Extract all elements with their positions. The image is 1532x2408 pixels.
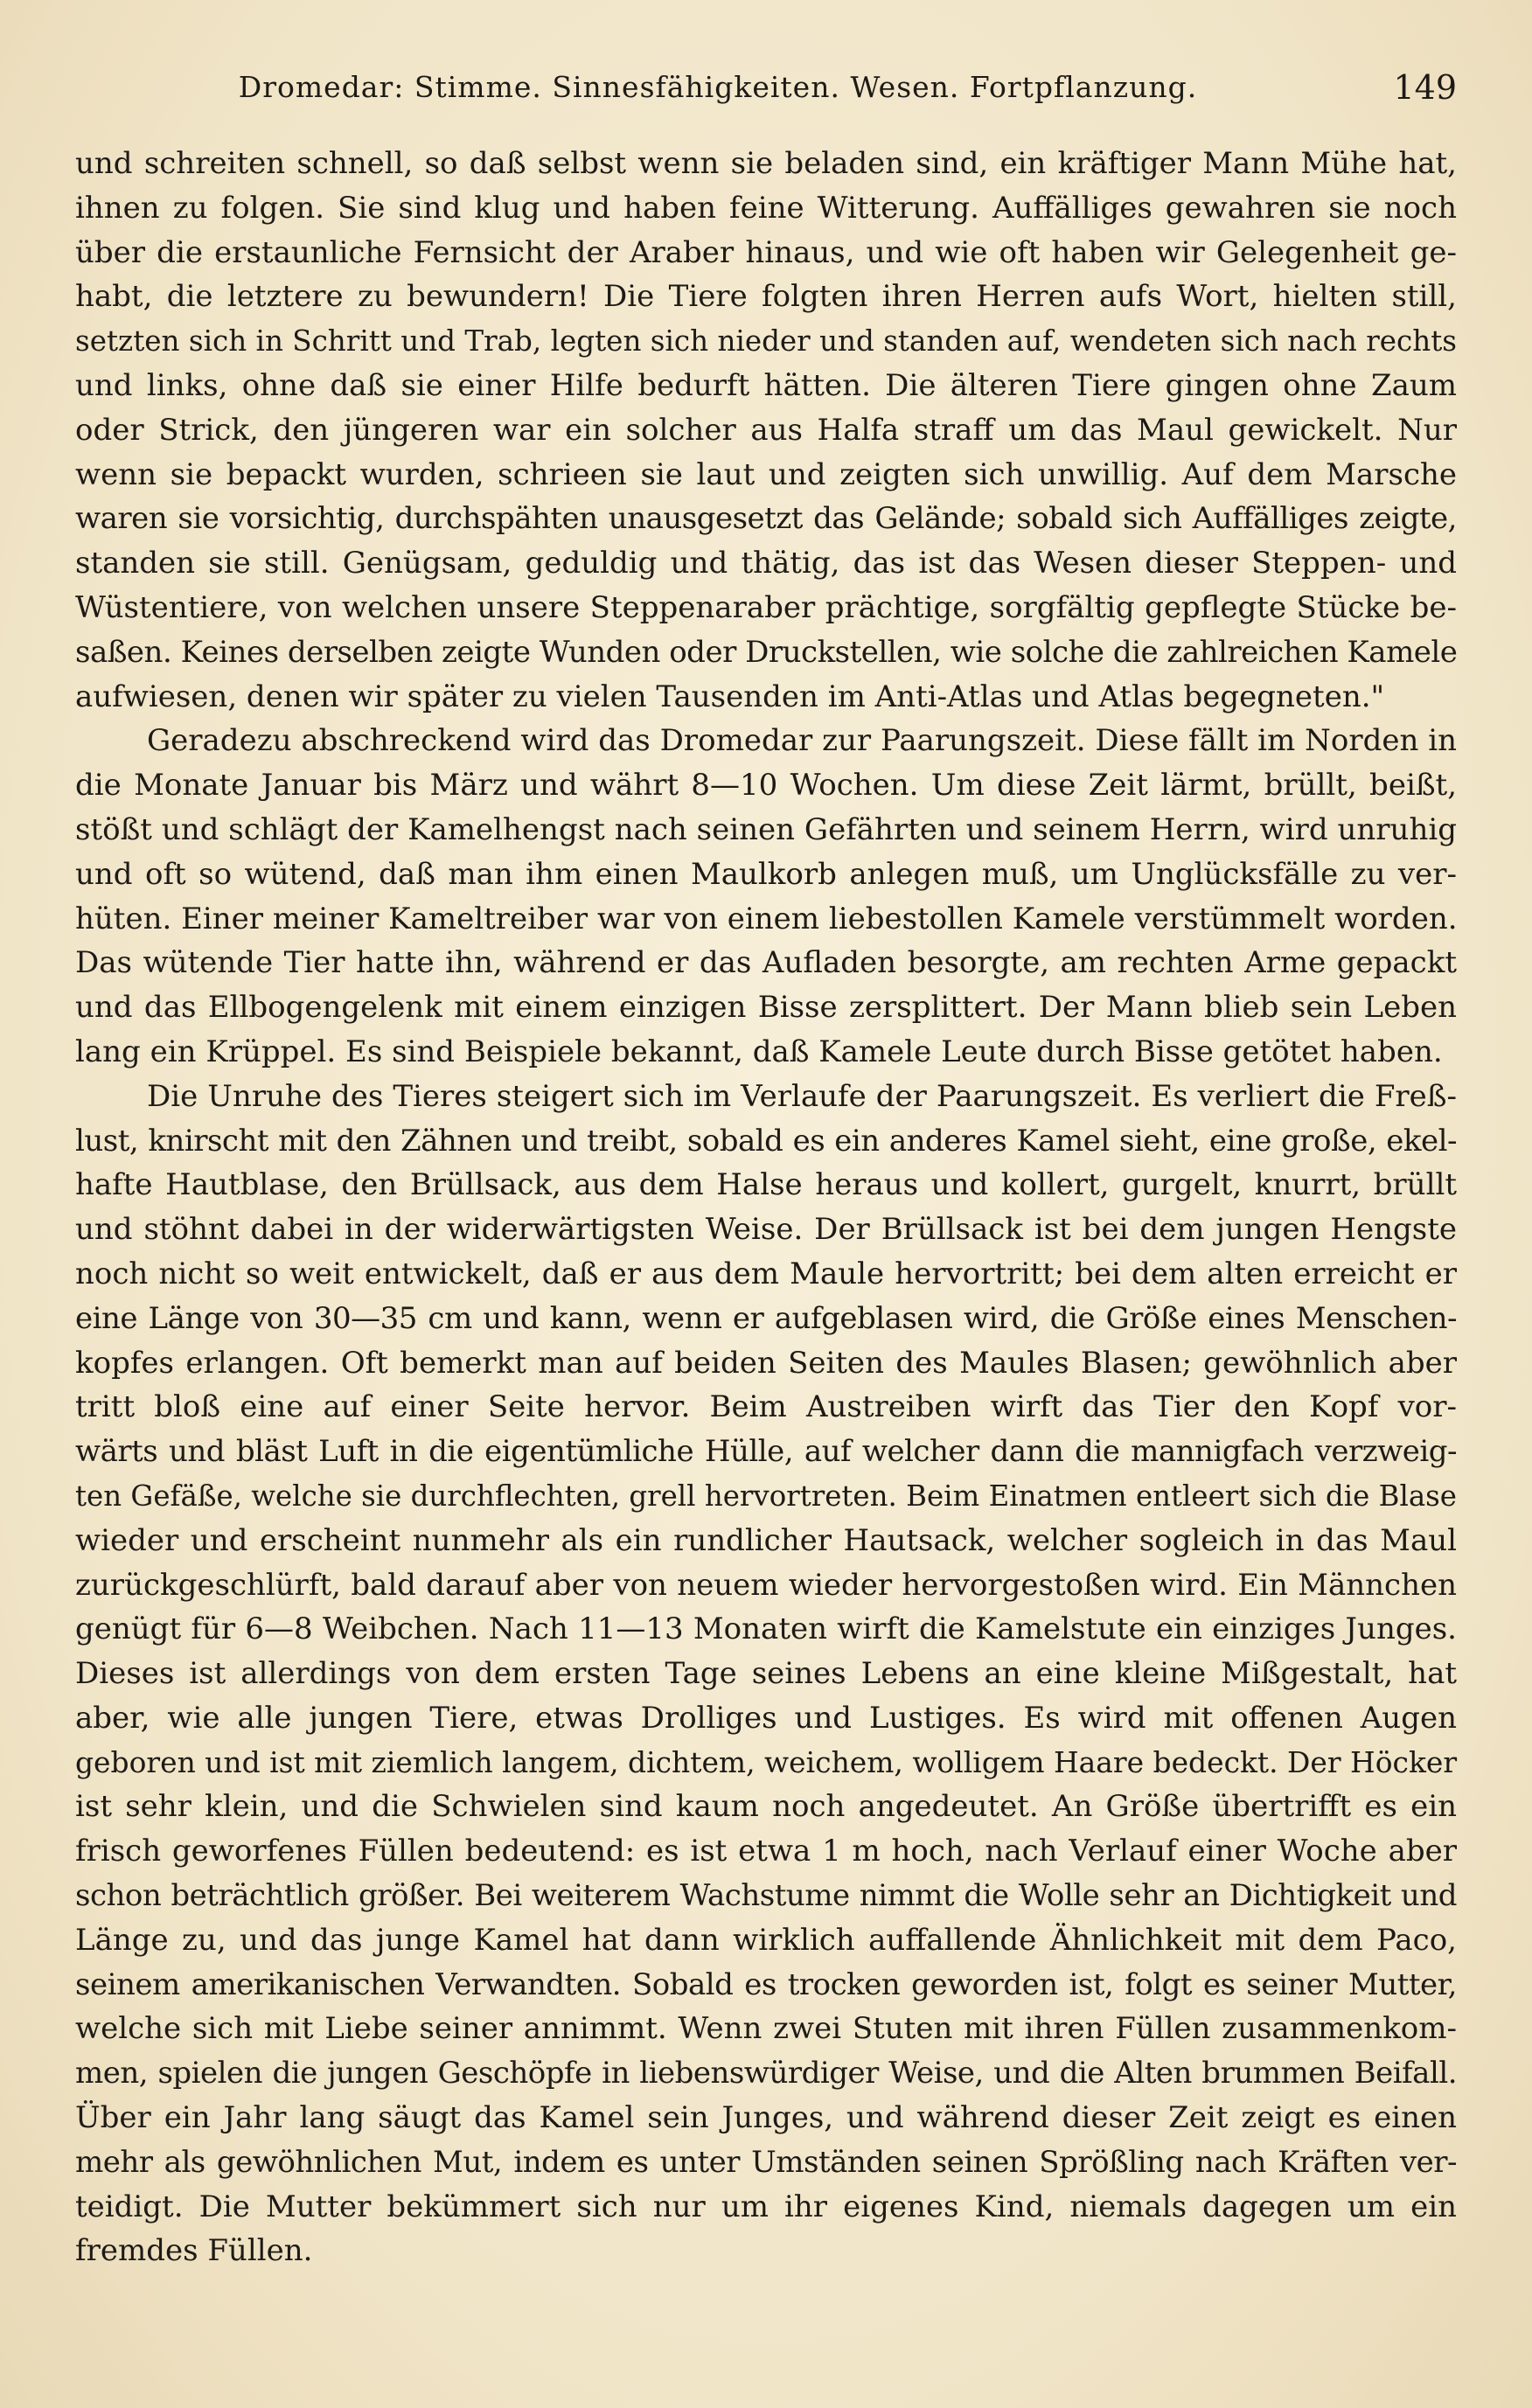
page-number: 149: [1393, 68, 1457, 107]
text-line: wieder und erscheint nunmehr als ein rundlicher Hautsack, welcher sogleich in das Maul: [75, 1522, 1457, 1558]
text-line: und schreiten schnell, so daß selbst wenn sie beladen sind, ein kräftiger Mann Mühe hat,: [75, 146, 1457, 181]
text-line: schon beträchtlich größer. Bei weiterem Wachstume nimmt die Wolle sehr an Dichtigkeit und: [75, 1878, 1457, 1914]
text-line: aufwiesen, denen wir später zu vielen Tausenden im Anti-Atlas und Atlas begegneten.": [75, 679, 1385, 714]
text-line: aber, wie alle jungen Tiere, etwas Drolliges und Lustiges. Es wird mit offenen Augen: [75, 1700, 1457, 1736]
text-line: hüten. Einer meiner Kameltreiber war von einem liebestollen Kamele verstümmelt worden.: [75, 901, 1458, 936]
text-line: Über ein Jahr lang säugt das Kamel sein Junges, und während dieser Zeit zeigt es einen: [75, 2100, 1457, 2136]
paragraph-3: [75, 1075, 1457, 2274]
text-line: Das wütende Tier hatte ihn, während er das Aufladen besorgte, am rechten Arme gepackt: [75, 945, 1457, 981]
text-line: tritt bloß eine auf einer Seite hervor. Beim Austreiben wirft das Tier den Kopf vor-: [75, 1389, 1457, 1425]
text-line: setzten sich in Schritt und Trab, legten sich nieder und standen auf, wendeten sich nach rechts: [75, 324, 1457, 358]
text-line: lang ein Krüppel. Es sind Beispiele bekannt, daß Kamele Leute durch Bisse getötet haben.: [75, 1033, 1443, 1069]
page-header: [75, 61, 1457, 114]
text-line: welche sich mit Liebe seiner annimmt. Wenn zwei Stuten mit ihren Füllen zusammenkom-: [75, 2011, 1457, 2047]
text-line: saßen. Keines derselben zeigte Wunden oder Druckstellen, wie solche die zahlreichen Kamele: [75, 634, 1458, 670]
text-line: seinem amerikanischen Verwandten. Sobald es trocken geworden ist, folgt es seiner Mutter,: [75, 1966, 1457, 2002]
text-line: fremdes Füllen.: [75, 2233, 313, 2269]
text-line: stößt und schlägt der Kamelhengst nach seinen Gefährten und seinem Herrn, wird unruhig: [75, 811, 1457, 847]
text-line: noch nicht so weit entwickelt, daß er aus dem Maule hervortritt; bei dem alten erreicht er: [75, 1256, 1457, 1291]
text-line: hafte Hautblase, den Brüllsack, aus dem Halse heraus und kollert, gurgelt, knurrt, brüllt: [75, 1167, 1457, 1203]
text-line: Geradezu abschreckend wird das Dromedar zur Paarungszeit. Diese fällt im Norden in: [147, 723, 1457, 759]
text-line: habt, die letztere zu bewundern! Die Tiere folgten ihren Herren aufs Wort, hielten still,: [75, 279, 1457, 315]
text-line: über die erstaunliche Fernsicht der Araber hinaus, und wie oft haben wir Gelegenheit ge-: [75, 234, 1457, 270]
text-line: men, spielen die jungen Geschöpfe in liebenswürdiger Weise, und die Alten brummen Beifall.: [75, 2056, 1457, 2091]
text-line: genügt für 6—8 Weibchen. Nach 11—13 Monaten wirft die Kamelstute ein einziges Junges.: [75, 1611, 1457, 1647]
text-line: teidigt. Die Mutter bekümmert sich nur um ihr eigenes Kind, niemals dagegen um ein: [75, 2189, 1457, 2224]
text-line: zurückgeschlürft, bald darauf aber von neuem wieder hervorgestoßen wird. Ein Männchen: [75, 1567, 1457, 1603]
paragraph-1: [75, 142, 1457, 719]
text-line: wenn sie bepackt wurden, schrieen sie laut und zeigten sich unwillig. Auf dem Marsche: [75, 456, 1457, 492]
text-line: kopfes erlangen. Oft bemerkt man auf beiden Seiten des Maules Blasen; gewöhnlich aber: [75, 1345, 1457, 1381]
paragraph-2: [75, 719, 1457, 1074]
text-line: die Monate Januar bis März und währt 8—10 Wochen. Um diese Zeit lärmt, brüllt, beißt,: [75, 768, 1457, 804]
body-text: [75, 142, 1457, 2273]
text-line: standen sie still. Genügsam, geduldig und thätig, das ist das Wesen dieser Steppen- und: [75, 546, 1457, 581]
text-line: eine Länge von 30—35 cm und kann, wenn er aufgeblasen wird, die Größe eines Menschen-: [75, 1300, 1457, 1336]
text-line: Die Unruhe des Tieres steigert sich im Verlaufe der Paarungszeit. Es verliert die Freß-: [147, 1078, 1457, 1114]
text-line: Wüstentiere, von welchen unsere Steppenaraber prächtige, sorgfältig gepflegte Stücke be-: [75, 589, 1457, 625]
text-line: Länge zu, und das junge Kamel hat dann wirklich auffallende Ähnlichkeit mit dem Paco,: [75, 1922, 1457, 1958]
text-line: ihnen zu folgen. Sie sind klug und haben feine Witterung. Auffälliges gewahren sie noch: [75, 190, 1457, 226]
text-line: lust, knirscht mit den Zähnen und treibt, sobald es ein anderes Kamel sieht, eine große, ekel-: [75, 1123, 1457, 1159]
text-line: und stöhnt dabei in der widerwärtigsten Weise. Der Brüllsack ist bei dem jungen Hengste: [75, 1212, 1457, 1248]
text-line: frisch geworfenes Füllen bedeutend: es ist etwa 1 m hoch, nach Verlauf einer Woche aber: [75, 1834, 1457, 1869]
text-line: mehr als gewöhnlichen Mut, indem es unter Umständen seinen Sprößling nach Kräften ver-: [75, 2144, 1457, 2180]
text-line: oder Strick, den jüngeren war ein solcher aus Halfa straff um das Maul gewickelt. Nur: [75, 412, 1457, 448]
text-line: waren sie vorsichtig, durchspähten unausgesetzt das Gelände; sobald sich Auffälliges zeigte,: [75, 501, 1457, 537]
text-line: geboren und ist mit ziemlich langem, dichtem, weichem, wolligem Haare bedeckt. Der Höcker: [75, 1744, 1458, 1779]
text-line: und das Ellbogengelenk mit einem einzigen Bisse zersplittert. Der Mann blieb sein Leben: [75, 990, 1457, 1026]
text-line: ist sehr klein, und die Schwielen sind kaum noch angedeutet. An Größe übertrifft es ein: [75, 1789, 1457, 1825]
running-head: Dromedar: Stimme. Sinnesfähigkeiten. Wesen. Fortpflanzung.: [238, 70, 1198, 104]
text-line: wärts und bläst Luft in die eigentümliche Hülle, auf welcher dann die mannigfach verzweig-: [75, 1434, 1457, 1470]
text-line: ten Gefäße, welche sie durchflechten, grell hervortreten. Beim Einatmen entleert sich die Blase: [75, 1479, 1457, 1513]
text-line: und oft so wütend, daß man ihm einen Maulkorb anlegen muß, um Unglücksfälle zu ver-: [75, 856, 1457, 892]
text-line: und links, ohne daß sie einer Hilfe bedurft hätten. Die älteren Tiere gingen ohne Zaum: [75, 367, 1457, 403]
text-line: Dieses ist allerdings von dem ersten Tage seines Lebens an eine kleine Mißgestalt, hat: [75, 1656, 1457, 1692]
